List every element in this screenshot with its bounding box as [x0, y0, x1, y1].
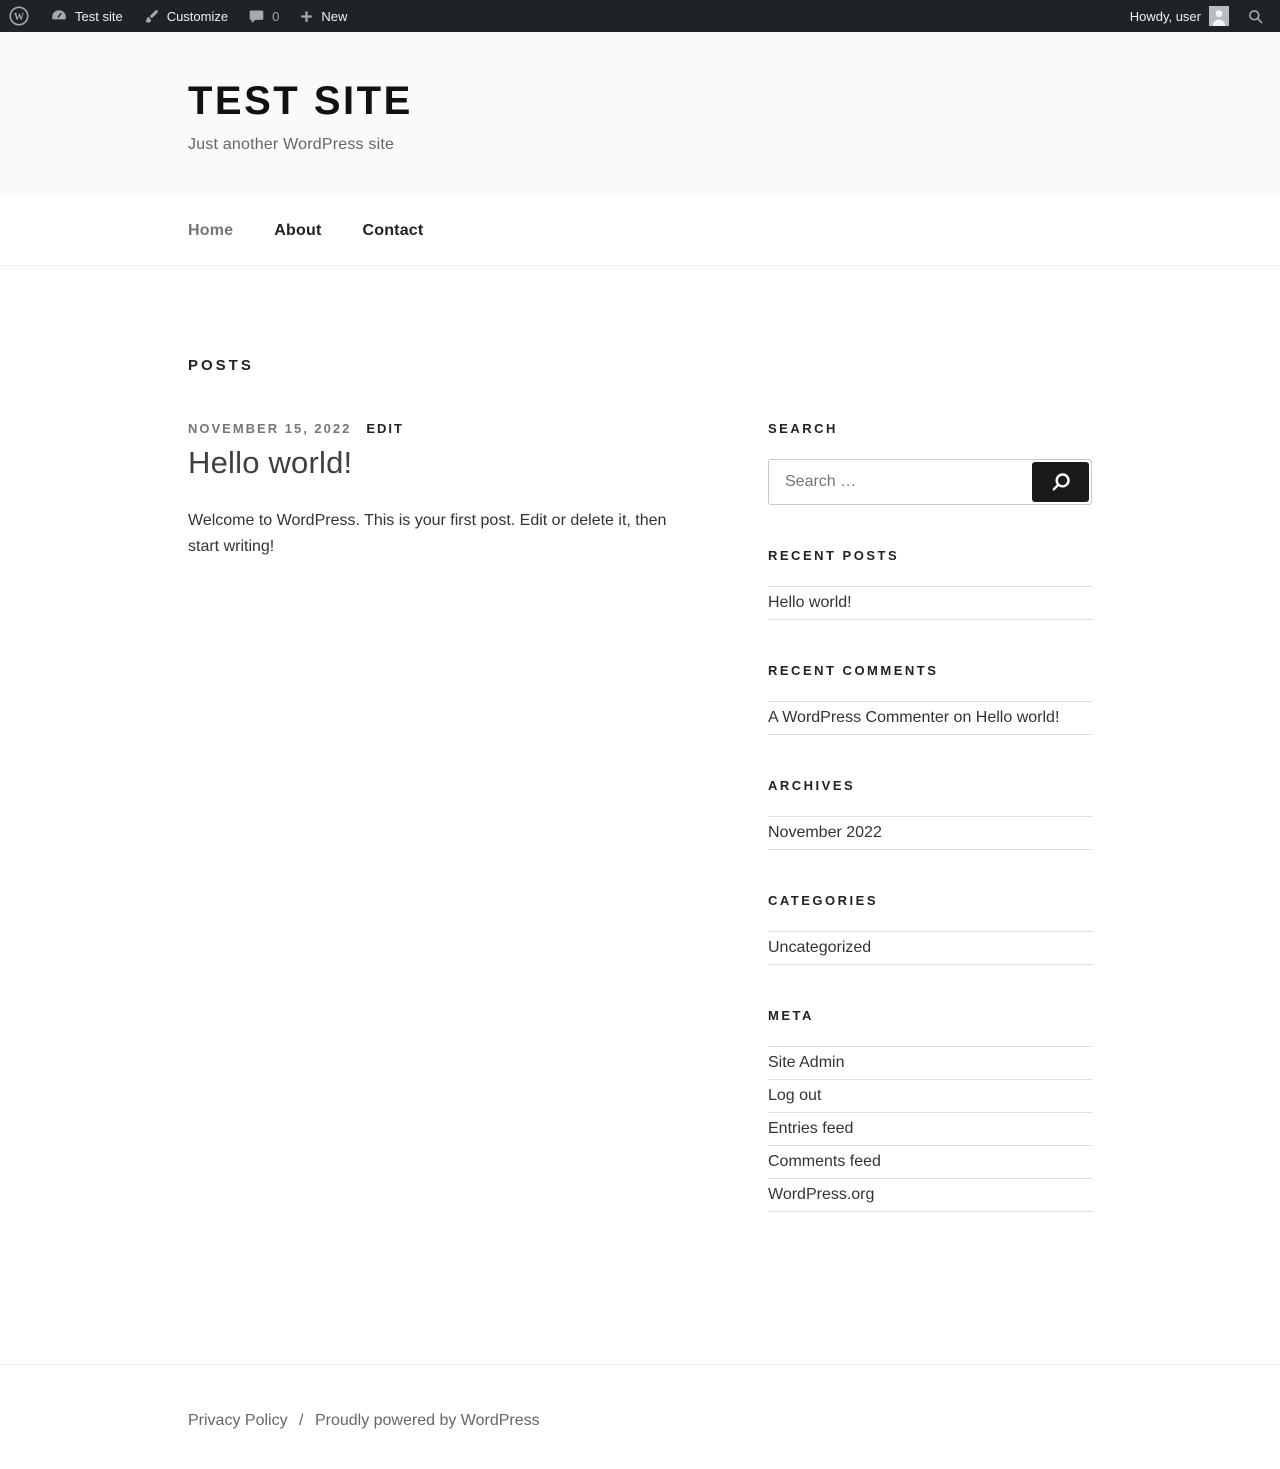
search-button[interactable]	[1032, 462, 1089, 502]
powered-by-link[interactable]: Proudly powered by WordPress	[314, 1412, 540, 1429]
meta-title: META	[768, 1008, 814, 1023]
category-link[interactable]: Uncategorized	[768, 939, 872, 956]
archive-link[interactable]: November 2022	[768, 824, 882, 841]
post-meta	[188, 421, 712, 436]
admin-bar-new-label: New	[321, 8, 348, 24]
list-item	[768, 1179, 1092, 1212]
svg-text:W: W	[13, 11, 25, 23]
customize-brush-icon	[143, 8, 160, 25]
site-content	[188, 266, 1092, 1255]
admin-bar-new[interactable]	[289, 0, 357, 32]
avatar	[1209, 6, 1229, 26]
recent-post-link[interactable]: Hello world!	[768, 594, 852, 611]
page-title: POSTS	[188, 357, 254, 374]
site-header	[0, 32, 1280, 196]
search-icon	[1049, 470, 1073, 494]
post-title-link[interactable]	[188, 436, 352, 481]
admin-bar-customize[interactable]	[133, 0, 238, 32]
recent-comments-title: RECENT COMMENTS	[768, 663, 939, 678]
meta-log-out-link[interactable]: Log out	[768, 1087, 822, 1104]
admin-bar-site-name-label: Test site	[75, 8, 123, 24]
post-edit-link[interactable]: EDIT	[366, 421, 404, 436]
comments-bubble-icon	[248, 8, 265, 25]
archives-widget	[768, 778, 1092, 850]
list-item	[768, 932, 1092, 965]
search-widget-title: SEARCH	[768, 421, 838, 436]
wordpress-logo-menu[interactable]	[0, 0, 40, 32]
admin-bar-comments-count: 0	[272, 8, 280, 24]
admin-bar-right	[1122, 0, 1280, 32]
admin-bar	[0, 0, 1280, 32]
list-item	[768, 817, 1092, 850]
list-item	[768, 1080, 1092, 1113]
archives-title: ARCHIVES	[768, 778, 856, 793]
admin-search-icon	[1247, 8, 1264, 25]
meta-entries-feed-link[interactable]: Entries feed	[768, 1120, 854, 1137]
post-title: Hello world!	[188, 445, 353, 480]
admin-bar-comments[interactable]	[238, 0, 289, 32]
meta-site-admin-link[interactable]: Site Admin	[768, 1054, 845, 1071]
primary-nav	[0, 196, 1280, 266]
site-tagline: Just another WordPress site	[188, 136, 395, 153]
categories-title: CATEGORIES	[768, 893, 878, 908]
site-footer	[0, 1364, 1280, 1469]
recent-comments-widget	[768, 663, 1092, 735]
nav-item-contact[interactable]: Contact	[362, 221, 424, 239]
admin-bar-customize-label: Customize	[166, 8, 229, 24]
list-item	[768, 1113, 1092, 1146]
admin-bar-account[interactable]	[1122, 0, 1237, 32]
comment-connector: on	[953, 709, 972, 726]
privacy-policy-link[interactable]: Privacy Policy	[188, 1412, 288, 1429]
nav-item-home[interactable]: Home	[188, 221, 234, 239]
dashboard-gauge-icon	[50, 7, 68, 25]
plus-icon	[299, 9, 314, 24]
admin-bar-left	[0, 0, 357, 32]
howdy-label: Howdy, user	[1129, 8, 1201, 24]
comment-author-link[interactable]: A WordPress Commenter	[768, 709, 950, 726]
list-item	[768, 702, 1092, 735]
search-form	[768, 459, 1092, 505]
meta-widget	[768, 1008, 1092, 1212]
search-widget	[768, 421, 1092, 505]
sidebar	[768, 421, 1092, 1255]
site-title[interactable]: TEST SITE	[188, 79, 413, 123]
recent-posts-widget	[768, 548, 1092, 620]
comment-post-link[interactable]: Hello world!	[975, 709, 1060, 726]
post-body: Welcome to WordPress. This is your first post. Edit or delete it, then start writing!	[188, 512, 667, 556]
post-article	[188, 421, 712, 561]
recent-posts-title: RECENT POSTS	[768, 548, 900, 563]
list-item	[768, 587, 1092, 620]
admin-bar-search[interactable]	[1237, 0, 1274, 32]
meta-comments-feed-link[interactable]: Comments feed	[768, 1153, 881, 1170]
post-date-link[interactable]: NOVEMBER 15, 2022	[188, 421, 352, 436]
admin-bar-site-name[interactable]	[40, 0, 133, 32]
nav-item-about[interactable]: About	[274, 221, 322, 239]
list-item	[768, 1146, 1092, 1179]
meta-wordpress-org-link[interactable]: WordPress.org	[768, 1186, 875, 1203]
categories-widget	[768, 893, 1092, 965]
footer-separator: /	[299, 1412, 304, 1429]
list-item	[768, 1047, 1092, 1080]
wordpress-logo-icon	[9, 6, 29, 26]
